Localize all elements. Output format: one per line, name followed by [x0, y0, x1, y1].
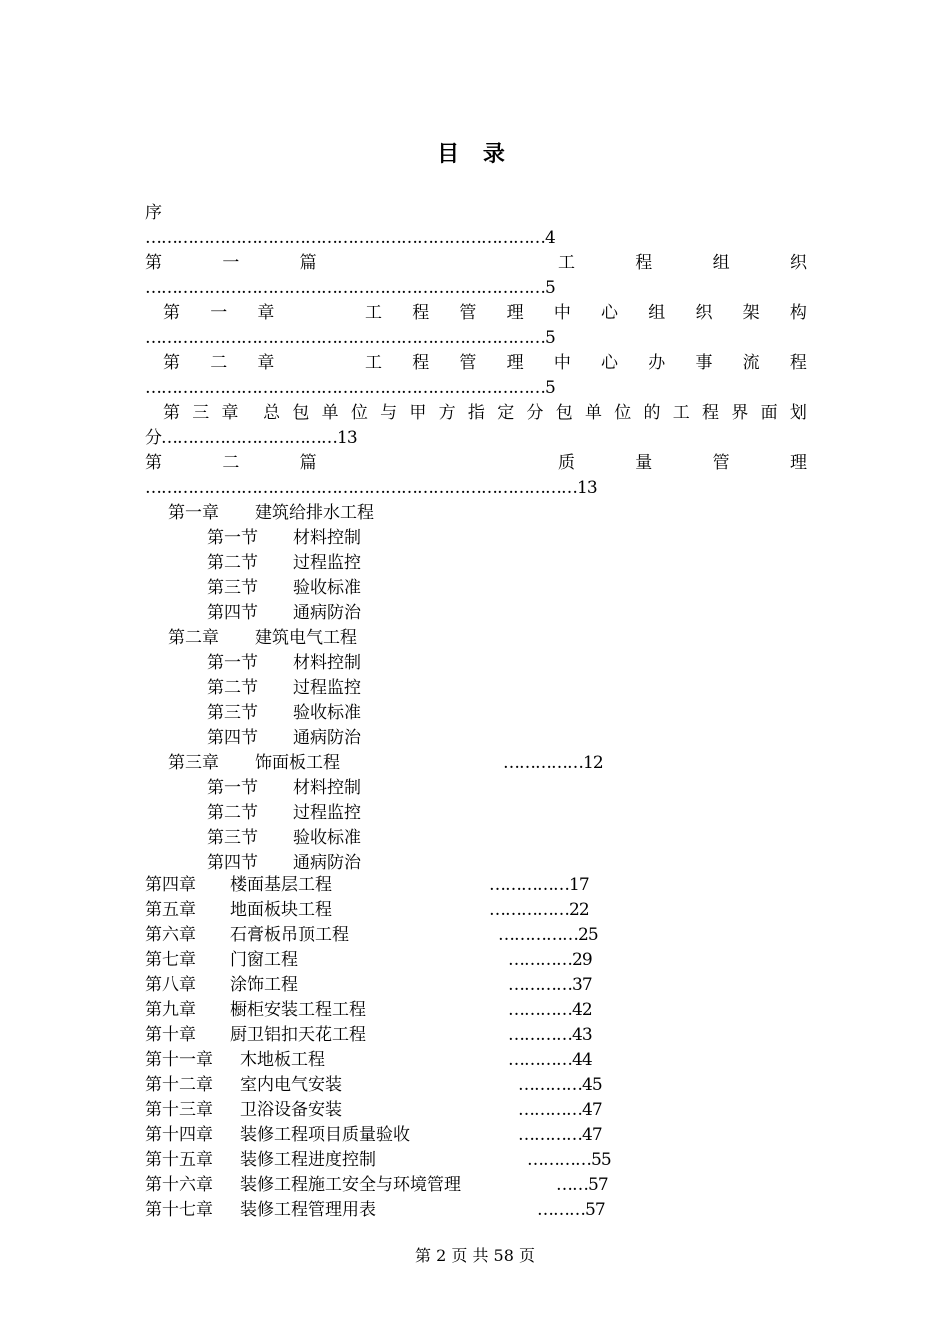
toc-part1-ch3-char: 三 [192, 403, 210, 423]
toc-entry-page-number: 29 [572, 950, 592, 970]
toc-part1-ch3-char: 总 [263, 403, 281, 423]
toc-section-entry[interactable] [207, 851, 361, 875]
toc-entry-page-number: 25 [578, 925, 598, 945]
toc-entry-label: 第二章 [168, 628, 219, 648]
toc-entry-title: 门窗工程 [230, 950, 298, 970]
toc-part1-ch3-char: 包 [292, 403, 310, 423]
toc-part1-ch1-char: 心 [601, 303, 619, 323]
toc-entry-title: 材料控制 [293, 653, 361, 673]
toc-chapter-entry[interactable] [145, 1073, 342, 1097]
toc-entry-leader: …………… [489, 875, 569, 895]
toc-entry-title: 木地板工程 [240, 1050, 325, 1070]
toc-part1-ch2-char: 心 [601, 353, 619, 373]
toc-entry-label: 第九章 [145, 1000, 196, 1020]
toc-part1-ch2-char: 程 [412, 353, 430, 373]
toc-entry-leader: …………… [503, 753, 583, 773]
toc-part1-ch3-cont: 分……………………………13 [145, 428, 357, 448]
toc-entry-title: 过程监控 [293, 553, 361, 573]
toc-preface: 序 [145, 203, 162, 223]
toc-part2-char: 第 [145, 453, 162, 473]
toc-entry-title: 通病防治 [293, 603, 361, 623]
toc-entry-label: 第四节 [207, 853, 258, 873]
toc-entry-title: 过程监控 [293, 803, 361, 823]
toc-entry-leader: ………… [518, 1075, 582, 1095]
toc-part1-ch3-char: 面 [760, 403, 778, 423]
toc-entry-title: 厨卫铝扣天花工程 [230, 1025, 366, 1045]
toc-entry-page [508, 1023, 592, 1047]
toc-entry-leader: ……… [537, 1200, 585, 1220]
toc-section-entry[interactable] [207, 676, 361, 700]
toc-entry-title: 涂饰工程 [230, 975, 298, 995]
toc-entry-leader: ………… [508, 975, 572, 995]
toc-chapter-entry[interactable] [168, 626, 357, 650]
toc-part1-char: 第 [145, 253, 162, 273]
toc-part1-char: 一 [222, 253, 240, 273]
toc-entry-page [527, 1148, 611, 1172]
toc-entry-label: 第二节 [207, 678, 258, 698]
toc-entry-label: 第四节 [207, 728, 258, 748]
toc-part1-ch1-char: 织 [695, 303, 713, 323]
toc-entry-page-number: 45 [582, 1075, 602, 1095]
toc-chapter-entry[interactable] [145, 1173, 461, 1197]
toc-entry-leader: …………… [498, 925, 578, 945]
toc-part1-ch1 [163, 301, 807, 325]
toc-section-entry[interactable] [207, 651, 361, 675]
toc-entry-page-number: 37 [572, 975, 592, 995]
toc-entry-page-number: 12 [583, 753, 603, 773]
toc-entry-label: 第十章 [145, 1025, 196, 1045]
toc-entry-label: 第二节 [207, 553, 258, 573]
toc-entry-page [489, 898, 589, 922]
toc-entry-label: 第十一章 [145, 1050, 213, 1070]
toc-entry-label: 第一章 [168, 503, 219, 523]
toc-part1-ch2-char: 程 [789, 353, 807, 373]
toc-entry-page-number: 47 [582, 1125, 602, 1145]
toc-entry-page [518, 1098, 602, 1122]
toc-part1-ch2-char: 办 [648, 353, 666, 373]
toc-part1-char: 工 [557, 253, 575, 273]
toc-part1-char: 程 [635, 253, 653, 273]
toc-entry-label: 第四节 [207, 603, 258, 623]
toc-part1-char: 篇 [299, 253, 317, 273]
toc-part1-ch3-char: 第 [163, 403, 180, 423]
toc-part1-ch2-char: 理 [506, 353, 524, 373]
toc-part1-ch3-char: 与 [380, 403, 398, 423]
toc-part1-ch3-char: 工 [672, 403, 690, 423]
toc-entry-label: 第十四章 [145, 1125, 213, 1145]
toc-section-entry[interactable] [207, 801, 361, 825]
toc-chapter-entry[interactable] [145, 948, 298, 972]
toc-entry-label: 第六章 [145, 925, 196, 945]
toc-entry-leader: ………… [518, 1100, 582, 1120]
toc-part2-char: 质 [557, 453, 575, 473]
toc-entry-label: 第七章 [145, 950, 196, 970]
toc-part1-ch3 [163, 401, 807, 425]
toc-part1-char: 组 [712, 253, 730, 273]
toc-entry-page [508, 948, 592, 972]
toc-entry-leader: ………… [508, 1025, 572, 1045]
toc-entry-title: 地面板块工程 [230, 900, 332, 920]
toc-part1-ch1-char: 程 [412, 303, 430, 323]
toc-part1-ch3-char: 位 [614, 403, 632, 423]
toc-entry-leader: …… [556, 1175, 588, 1195]
toc-entry-page [537, 1198, 605, 1222]
toc-entry-title: 过程监控 [293, 678, 361, 698]
toc-entry-title: 橱柜安装工程工程 [230, 1000, 366, 1020]
toc-chapter-entry[interactable] [145, 1023, 366, 1047]
toc-part1-ch3-char: 单 [584, 403, 602, 423]
toc-part2-char: 二 [222, 453, 240, 473]
toc-part1-ch3-char: 程 [702, 403, 720, 423]
toc-part1 [145, 251, 807, 275]
toc-entry-label: 第二节 [207, 803, 258, 823]
toc-preface-leader: …………………………………………………………………4 [145, 228, 555, 248]
toc-chapter-entry[interactable] [145, 898, 332, 922]
toc-part1-ch1-char: 理 [506, 303, 524, 323]
toc-chapter-entry[interactable] [145, 1098, 342, 1122]
toc-part2-char: 管 [712, 453, 730, 473]
toc-part1-char: 织 [789, 253, 807, 273]
toc-entry-title: 饰面板工程 [255, 753, 340, 773]
toc-entry-leader: ………… [518, 1125, 582, 1145]
toc-part1-ch3-char: 的 [643, 403, 661, 423]
page-footer: 第 2 页 共 58 页 [415, 1246, 535, 1265]
toc-entry-leader: ………… [508, 950, 572, 970]
toc-entry-page-number: 43 [572, 1025, 592, 1045]
toc-entry-page-number: 42 [572, 1000, 592, 1020]
toc-entry-page [508, 1048, 592, 1072]
toc-chapter-entry[interactable] [145, 1148, 376, 1172]
toc-entry-label: 第三节 [207, 703, 258, 723]
toc-entry-label: 第五章 [145, 900, 196, 920]
toc-entry-label: 第一节 [207, 528, 258, 548]
toc-part1-ch1-char: 中 [553, 303, 571, 323]
toc-chapter-entry[interactable] [145, 1048, 325, 1072]
toc-part1-ch2-char: 事 [695, 353, 713, 373]
toc-entry-title: 装修工程施工安全与环境管理 [240, 1175, 461, 1195]
toc-entry-label: 第三章 [168, 753, 219, 773]
toc-title: 目 录 [437, 141, 513, 167]
toc-entry-page-number: 57 [585, 1200, 605, 1220]
toc-entry-label: 第十二章 [145, 1075, 213, 1095]
toc-section-entry[interactable] [207, 551, 361, 575]
toc-entry-leader: …………… [489, 900, 569, 920]
toc-entry-page [489, 873, 589, 897]
toc-part1-ch3-char: 分 [526, 403, 544, 423]
toc-part1-ch3-char: 甲 [409, 403, 427, 423]
toc-part1-ch2-char: 章 [257, 353, 275, 373]
toc-entry-title: 卫浴设备安装 [240, 1100, 342, 1120]
toc-entry-page-number: 55 [591, 1150, 611, 1170]
toc-entry-title: 验收标准 [293, 828, 361, 848]
toc-entry-title: 楼面基层工程 [230, 875, 332, 895]
toc-entry-page-number: 17 [569, 875, 589, 895]
toc-entry-label: 第十三章 [145, 1100, 213, 1120]
toc-entry-label: 第十六章 [145, 1175, 213, 1195]
toc-entry-title: 建筑电气工程 [255, 628, 357, 648]
toc-entry-title: 装修工程进度控制 [240, 1150, 376, 1170]
toc-part1-ch2-char: 流 [742, 353, 760, 373]
toc-part1-ch1-char: 构 [789, 303, 807, 323]
toc-part1-ch1-char: 章 [257, 303, 275, 323]
toc-entry-leader: ………… [508, 1000, 572, 1020]
toc-entry-page [508, 998, 592, 1022]
toc-entry-label: 第四章 [145, 875, 196, 895]
toc-section-entry[interactable] [207, 526, 361, 550]
toc-entry-label: 第十七章 [145, 1200, 213, 1220]
toc-entry-title: 装修工程管理用表 [240, 1200, 376, 1220]
toc-section-entry[interactable] [207, 576, 361, 600]
toc-part1-ch2-char: 第 [163, 353, 180, 373]
toc-entry-title: 装修工程项目质量验收 [240, 1125, 410, 1145]
toc-part2-char: 理 [789, 453, 807, 473]
toc-entry-title: 材料控制 [293, 528, 361, 548]
toc-chapter-entry[interactable] [145, 973, 298, 997]
toc-chapter-entry[interactable] [168, 751, 340, 775]
toc-part2 [145, 451, 807, 475]
toc-part1-ch3-char: 包 [555, 403, 573, 423]
toc-chapter-entry[interactable] [145, 998, 366, 1022]
toc-section-entry[interactable] [207, 826, 361, 850]
toc-part1-ch1-char: 第 [163, 303, 180, 323]
toc-entry-label: 第一节 [207, 653, 258, 673]
toc-part2-char: 篇 [299, 453, 317, 473]
toc-entry-page-number: 22 [569, 900, 589, 920]
toc-section-entry[interactable] [207, 601, 361, 625]
toc-chapter-entry[interactable] [145, 923, 349, 947]
toc-chapter-entry[interactable] [145, 1198, 376, 1222]
toc-entry-title: 建筑给排水工程 [255, 503, 374, 523]
toc-entry-leader: ………… [527, 1150, 591, 1170]
toc-entry-title: 通病防治 [293, 853, 361, 873]
toc-section-entry[interactable] [207, 726, 361, 750]
toc-part2-leader: ………………………………………………………………………13 [145, 478, 597, 498]
toc-part1-ch2-char: 中 [553, 353, 571, 373]
toc-entry-page [508, 973, 592, 997]
toc-entry-label: 第十五章 [145, 1150, 213, 1170]
toc-part1-ch1-char: 组 [648, 303, 666, 323]
toc-entry-title: 验收标准 [293, 578, 361, 598]
toc-part1-ch1-char: 工 [365, 303, 383, 323]
toc-part1-ch3-char: 界 [731, 403, 749, 423]
toc-entry-leader: ………… [508, 1050, 572, 1070]
toc-part1-ch3-char: 位 [350, 403, 368, 423]
toc-entry-page [498, 923, 598, 947]
toc-entry-page [503, 751, 603, 775]
toc-part1-ch3-char: 章 [221, 403, 239, 423]
toc-part1-ch3-char: 指 [467, 403, 485, 423]
toc-entry-label: 第三节 [207, 828, 258, 848]
toc-entry-title: 材料控制 [293, 778, 361, 798]
toc-part1-ch3-char: 划 [789, 403, 807, 423]
toc-part1-ch2-leader: …………………………………………………………………5 [145, 378, 555, 398]
toc-entry-page [518, 1123, 602, 1147]
toc-part1-ch1-leader: …………………………………………………………………5 [145, 328, 555, 348]
toc-part1-ch2 [163, 351, 807, 375]
toc-part1-ch1-char: 一 [210, 303, 228, 323]
toc-part1-ch3-char: 定 [497, 403, 515, 423]
toc-entry-page-number: 47 [582, 1100, 602, 1120]
toc-part2-char: 量 [635, 453, 653, 473]
toc-chapter-entry[interactable] [168, 501, 374, 525]
toc-part1-leader: …………………………………………………………………5 [145, 278, 555, 298]
toc-section-entry[interactable] [207, 776, 361, 800]
toc-entry-page-number: 44 [572, 1050, 592, 1070]
toc-part1-ch3-char: 单 [321, 403, 339, 423]
toc-part1-ch1-char: 架 [742, 303, 760, 323]
toc-entry-label: 第三节 [207, 578, 258, 598]
toc-section-entry[interactable] [207, 701, 361, 725]
toc-entry-title: 通病防治 [293, 728, 361, 748]
toc-part1-ch3-char: 方 [438, 403, 456, 423]
toc-entry-label: 第一节 [207, 778, 258, 798]
toc-entry-title: 验收标准 [293, 703, 361, 723]
toc-entry-page-number: 57 [588, 1175, 608, 1195]
toc-chapter-entry[interactable] [145, 1123, 410, 1147]
toc-chapter-entry[interactable] [145, 873, 332, 897]
toc-entry-title: 室内电气安装 [240, 1075, 342, 1095]
toc-entry-page [556, 1173, 608, 1197]
toc-part1-ch1-char: 管 [459, 303, 477, 323]
toc-entry-title: 石膏板吊顶工程 [230, 925, 349, 945]
toc-part1-ch2-char: 二 [210, 353, 228, 373]
toc-entry-page [518, 1073, 602, 1097]
toc-part1-ch2-char: 管 [459, 353, 477, 373]
toc-part1-ch2-char: 工 [365, 353, 383, 373]
toc-entry-label: 第八章 [145, 975, 196, 995]
